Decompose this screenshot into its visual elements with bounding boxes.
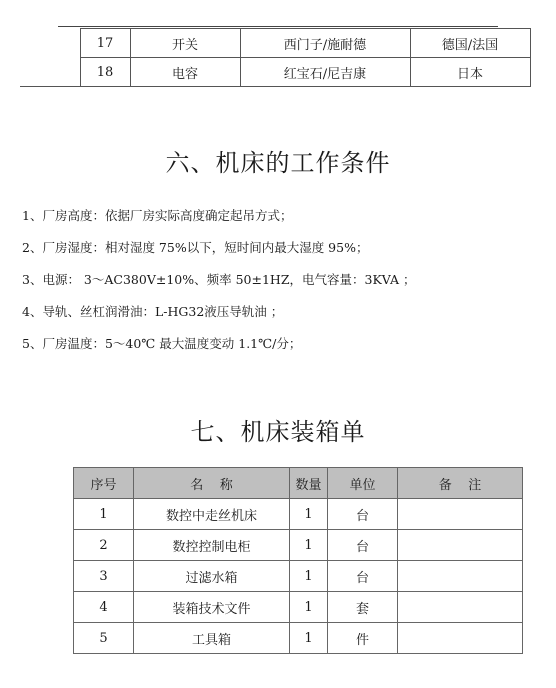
row-remarks	[398, 530, 523, 561]
table-row	[74, 592, 523, 623]
list-item: 4、导轨、丝杠润滑油：L-HG32液压导轨油 ；	[22, 304, 284, 319]
part-brand-cell: 红宝石/尼吉康	[240, 58, 410, 87]
table-row	[74, 499, 523, 530]
row-quantity: 1	[290, 561, 328, 592]
part-origin-cell: 德国/法国	[410, 29, 530, 58]
row-name: 数控控制电柜	[134, 530, 290, 561]
row-quantity: 1	[290, 499, 328, 530]
table-row	[74, 623, 523, 654]
part-name-cell: 电容	[130, 58, 240, 87]
part-no-cell: 17	[80, 29, 130, 58]
row-name: 过滤水箱	[134, 561, 290, 592]
row-remarks	[398, 623, 523, 654]
row-unit: 台	[328, 499, 398, 530]
row-index: 3	[74, 561, 134, 592]
header-remarks: 备 注	[398, 468, 523, 499]
packing-list-table	[73, 467, 523, 654]
row-unit: 件	[328, 623, 398, 654]
list-item: 2、厂房湿度：相对湿度 75%以下，短时间内最大湿度 95%；	[22, 240, 369, 255]
parts-table	[20, 28, 531, 87]
row-index: 5	[74, 623, 134, 654]
row-remarks	[398, 592, 523, 623]
header-index: 序号	[74, 468, 134, 499]
blank-cell	[20, 29, 80, 58]
row-index: 1	[74, 499, 134, 530]
row-quantity: 1	[290, 530, 328, 561]
blank-cell	[20, 58, 80, 87]
table-row	[20, 29, 530, 58]
table-row	[74, 530, 523, 561]
row-remarks	[398, 499, 523, 530]
part-name-cell: 开关	[130, 29, 240, 58]
list-item: 5、厂房温度：5～40℃ 最大温度变动 1.1℃/分；	[22, 336, 302, 351]
row-unit: 台	[328, 561, 398, 592]
row-remarks	[398, 561, 523, 592]
part-origin-cell: 日本	[410, 58, 530, 87]
list-item: 3、电源： 3～AC380V±10%、频率 50±1HZ，电气容量：3KVA ；	[22, 272, 416, 287]
section-seven-heading: 七、机床装箱单	[190, 418, 366, 446]
list-item: 1、厂房高度：依据厂房实际高度确定起吊方式；	[22, 208, 293, 223]
row-quantity: 1	[290, 623, 328, 654]
part-no-cell: 18	[80, 58, 130, 87]
header-unit: 单位	[328, 468, 398, 499]
row-index: 2	[74, 530, 134, 561]
table-row	[20, 58, 530, 87]
row-name: 数控中走丝机床	[134, 499, 290, 530]
row-quantity: 1	[290, 592, 328, 623]
part-brand-cell: 西门子/施耐德	[240, 29, 410, 58]
header-name: 名 称	[134, 468, 290, 499]
table-row	[74, 561, 523, 592]
row-unit: 台	[328, 530, 398, 561]
row-unit: 套	[328, 592, 398, 623]
section-six-heading: 六、机床的工作条件	[165, 149, 391, 177]
working-conditions-list	[22, 200, 415, 360]
table-header-row	[74, 468, 523, 499]
row-name: 装箱技术文件	[134, 592, 290, 623]
header-quantity: 数量	[290, 468, 328, 499]
row-index: 4	[74, 592, 134, 623]
top-rule	[58, 26, 498, 27]
row-name: 工具箱	[134, 623, 290, 654]
